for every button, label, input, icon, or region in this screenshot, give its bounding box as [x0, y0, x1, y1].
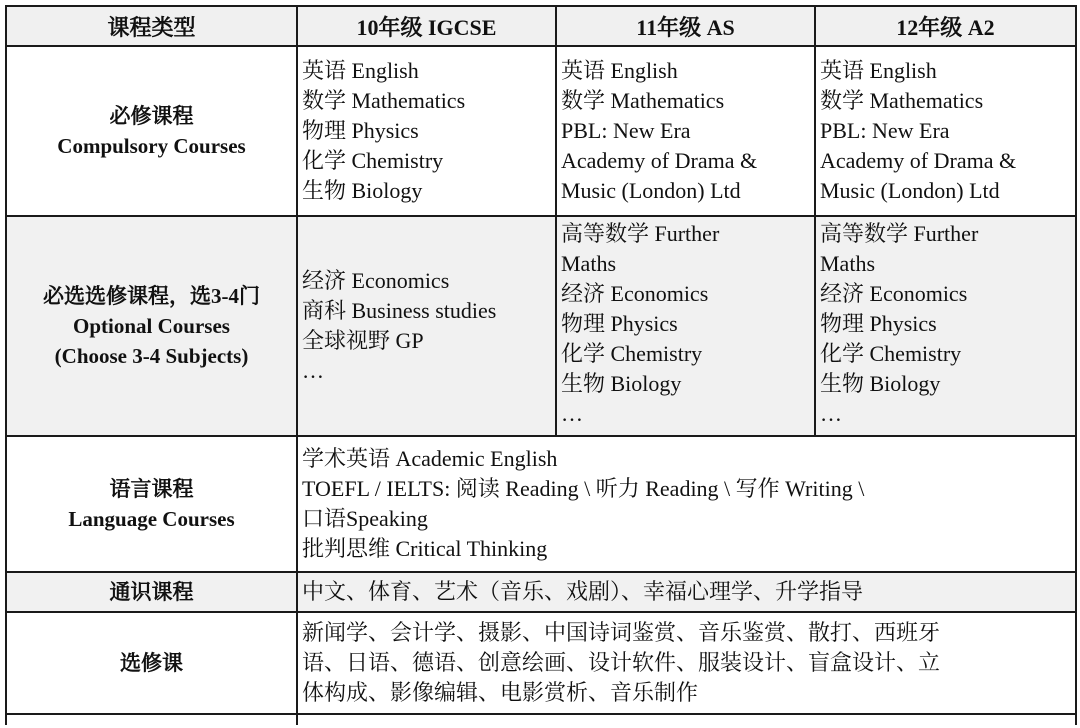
- list-item: 经济 Economics: [302, 268, 450, 293]
- row-general: [6, 572, 1076, 612]
- list-item: 生物 Biology: [820, 371, 941, 396]
- list-item: 口语Speaking: [302, 506, 428, 531]
- header-grade-12: 12年级 A2: [815, 6, 1076, 46]
- list-item: 生物 Biology: [302, 178, 423, 203]
- optional-label-en: Optional Courses: [73, 314, 230, 338]
- compulsory-grade-12: [815, 46, 1076, 216]
- header-grade-11: 11年级 AS: [556, 6, 815, 46]
- general-content: 中文、体育、艺术（音乐、戏剧）、幸福心理学、升学指导: [297, 572, 1076, 612]
- list-item: Maths: [561, 251, 616, 276]
- optional-label: [6, 216, 297, 436]
- language-label: [6, 436, 297, 572]
- list-item: 物理 Physics: [820, 311, 937, 336]
- list-item: 数学 Mathematics: [820, 88, 984, 113]
- curriculum-table: [5, 5, 1077, 725]
- list-item: 新闻学、会计学、摄影、中国诗词鉴赏、音乐鉴赏、散打、西班牙: [302, 620, 941, 645]
- row-compulsory: [6, 46, 1076, 216]
- list-item: 英语 English: [561, 58, 678, 83]
- list-item: Music (London) Ltd: [561, 178, 741, 203]
- cut-off-cell: [297, 714, 1076, 725]
- list-item: 物理 Physics: [561, 311, 678, 336]
- list-item: 英语 English: [302, 58, 419, 83]
- list-item: Music (London) Ltd: [820, 178, 1000, 203]
- list-item: 学术英语 Academic English: [302, 446, 558, 471]
- compulsory-label-en: Compulsory Courses: [57, 134, 246, 158]
- list-item: PBL: New Era: [561, 118, 691, 143]
- list-item: …: [561, 401, 583, 426]
- row-elective: [6, 612, 1076, 714]
- header-row: [6, 6, 1076, 46]
- list-item: …: [302, 358, 324, 383]
- header-course-type: 课程类型: [6, 6, 297, 46]
- list-item: 商科 Business studies: [302, 298, 497, 323]
- list-item: 高等数学 Further: [561, 221, 720, 246]
- list-item: 数学 Mathematics: [561, 88, 725, 113]
- row-optional: [6, 216, 1076, 436]
- optional-grade-10: [297, 216, 556, 436]
- language-label-en: Language Courses: [68, 507, 235, 531]
- list-item: 高等数学 Further: [820, 221, 979, 246]
- list-item: 化学 Chemistry: [561, 341, 703, 366]
- optional-label-cn: 必选选修课程，选3-4门: [43, 284, 260, 308]
- elective-content: [297, 612, 1076, 714]
- optional-label-en-note: (Choose 3-4 Subjects): [54, 344, 249, 368]
- list-item: 体构成、影像编辑、电影赏析、音乐制作: [302, 680, 699, 705]
- header-grade-10: 10年级 IGCSE: [297, 6, 556, 46]
- list-item: 数学 Mathematics: [302, 88, 466, 113]
- list-item: …: [820, 401, 842, 426]
- list-item: 化学 Chemistry: [820, 341, 962, 366]
- list-item: PBL: New Era: [820, 118, 950, 143]
- list-item: TOEFL / IELTS: 阅读 Reading \ 听力 Reading \ 写作 Writing \: [302, 476, 865, 501]
- general-label: 通识课程: [6, 572, 297, 612]
- list-item: 经济 Economics: [820, 281, 968, 306]
- list-item: 生物 Biology: [561, 371, 682, 396]
- list-item: Maths: [820, 251, 875, 276]
- row-language: [6, 436, 1076, 572]
- cut-off-cell: [6, 714, 297, 725]
- compulsory-grade-11: [556, 46, 815, 216]
- list-item: 语、日语、德语、创意绘画、设计软件、服装设计、盲盒设计、立: [302, 650, 941, 675]
- elective-label: 选修课: [6, 612, 297, 714]
- list-item: Academy of Drama &: [561, 148, 758, 173]
- list-item: Academy of Drama &: [820, 148, 1017, 173]
- optional-grade-12: [815, 216, 1076, 436]
- language-content: [297, 436, 1076, 572]
- list-item: 化学 Chemistry: [302, 148, 444, 173]
- compulsory-grade-10: [297, 46, 556, 216]
- row-cut-off: [6, 714, 1076, 725]
- list-item: 全球视野 GP: [302, 328, 424, 353]
- list-item: 英语 English: [820, 58, 937, 83]
- optional-grade-11: [556, 216, 815, 436]
- list-item: 批判思维 Critical Thinking: [302, 536, 548, 561]
- compulsory-label-cn: 必修课程: [109, 104, 194, 128]
- compulsory-label: [6, 46, 297, 216]
- list-item: 经济 Economics: [561, 281, 709, 306]
- language-label-cn: 语言课程: [109, 477, 194, 501]
- list-item: 物理 Physics: [302, 118, 419, 143]
